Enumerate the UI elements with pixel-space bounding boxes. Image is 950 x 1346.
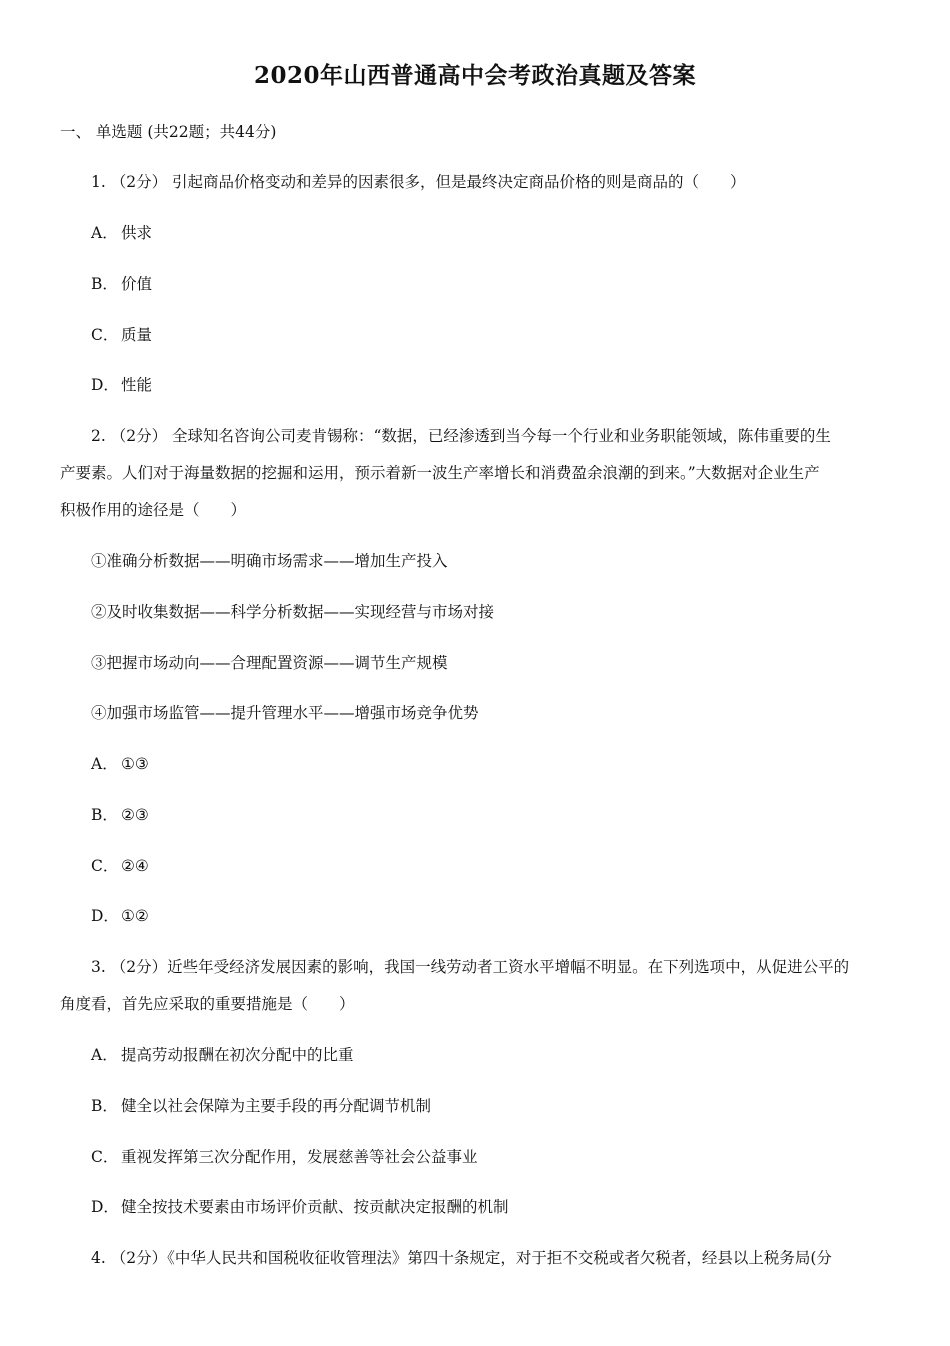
q2-statement-1: ①准确分析数据——明确市场需求——增加生产投入 <box>91 552 448 570</box>
option-letter: A． <box>91 1046 118 1064</box>
option-letter: C． <box>91 1148 119 1166</box>
question-2-text-cont: 积极作用的途径是（ ） <box>60 501 247 519</box>
option-letter: A． <box>91 224 118 242</box>
option-text: ①② <box>121 907 149 925</box>
section-heading: 一、 单选题 (共22题；共44分) <box>60 123 277 141</box>
option-text: 重视发挥第三次分配作用，发展慈善等社会公益事业 <box>121 1148 478 1166</box>
option-letter: D． <box>91 376 119 394</box>
q2-option-b[interactable] <box>91 804 149 826</box>
question-2-text-cont: 产要素。人们对于海量数据的挖掘和运用，预示着新一波生产率增长和消费盈余浪潮的到来。”大数据对企业生产 <box>60 464 820 482</box>
option-text: 健全按技术要素由市场评价贡献、按贡献决定报酬的机制 <box>121 1198 509 1216</box>
option-text: ②④ <box>121 857 149 875</box>
question-1-text: 1. （2分） 引起商品价格变动和差异的因素很多，但是最终决定商品价格的则是商品的（ ） <box>91 173 746 191</box>
option-text: 质量 <box>121 326 153 344</box>
q2-statement-2: ②及时收集数据——科学分析数据——实现经营与市场对接 <box>91 603 495 621</box>
option-text: 供求 <box>121 224 153 242</box>
q1-option-c[interactable] <box>91 324 152 346</box>
option-text: 价值 <box>121 275 153 293</box>
option-letter: A． <box>91 755 118 773</box>
q1-option-d[interactable] <box>91 374 152 396</box>
option-text: ①③ <box>121 755 149 773</box>
q2-option-d[interactable] <box>91 905 149 927</box>
option-letter: B． <box>91 1097 118 1115</box>
q2-option-c[interactable] <box>91 855 149 877</box>
question-3-text-cont: 角度看，首先应采取的重要措施是（ ） <box>60 995 355 1013</box>
question-3-text: 3. （2分）近些年受经济发展因素的影响，我国一线劳动者工资水平增幅不明显。在下列选项中，从促进公平的 <box>91 958 850 976</box>
option-letter: C． <box>91 857 119 875</box>
q2-option-a[interactable] <box>91 753 149 775</box>
option-text: 提高劳动报酬在初次分配中的比重 <box>121 1046 354 1064</box>
q3-option-c[interactable] <box>91 1146 478 1168</box>
q1-option-b[interactable] <box>91 273 152 295</box>
option-text: 健全以社会保障为主要手段的再分配调节机制 <box>121 1097 432 1115</box>
q3-option-d[interactable] <box>91 1196 509 1218</box>
q2-statement-3: ③把握市场动向——合理配置资源——调节生产规模 <box>91 654 448 672</box>
option-text: ②③ <box>121 806 149 824</box>
option-letter: C． <box>91 326 119 344</box>
option-letter: B． <box>91 275 118 293</box>
q3-option-a[interactable] <box>91 1044 354 1066</box>
q3-option-b[interactable] <box>91 1095 431 1117</box>
q1-option-a[interactable] <box>91 222 152 244</box>
option-letter: B． <box>91 806 118 824</box>
question-4-text: 4. （2分）《中华人民共和国税收征收管理法》第四十条规定，对于拒不交税或者欠税者，经县以上税务局(分 <box>91 1249 832 1267</box>
question-2-text: 2. （2分） 全球知名咨询公司麦肯锡称：“数据，已经渗透到当今每一个行业和业务职能领域，陈伟重要的生 <box>91 427 831 445</box>
option-letter: D． <box>91 1198 119 1216</box>
option-text: 性能 <box>121 376 153 394</box>
page-title: 2020年山西普通高中会考政治真题及答案 <box>253 62 696 89</box>
option-letter: D． <box>91 907 119 925</box>
q2-statement-4: ④加强市场监管——提升管理水平——增强市场竞争优势 <box>91 704 479 722</box>
